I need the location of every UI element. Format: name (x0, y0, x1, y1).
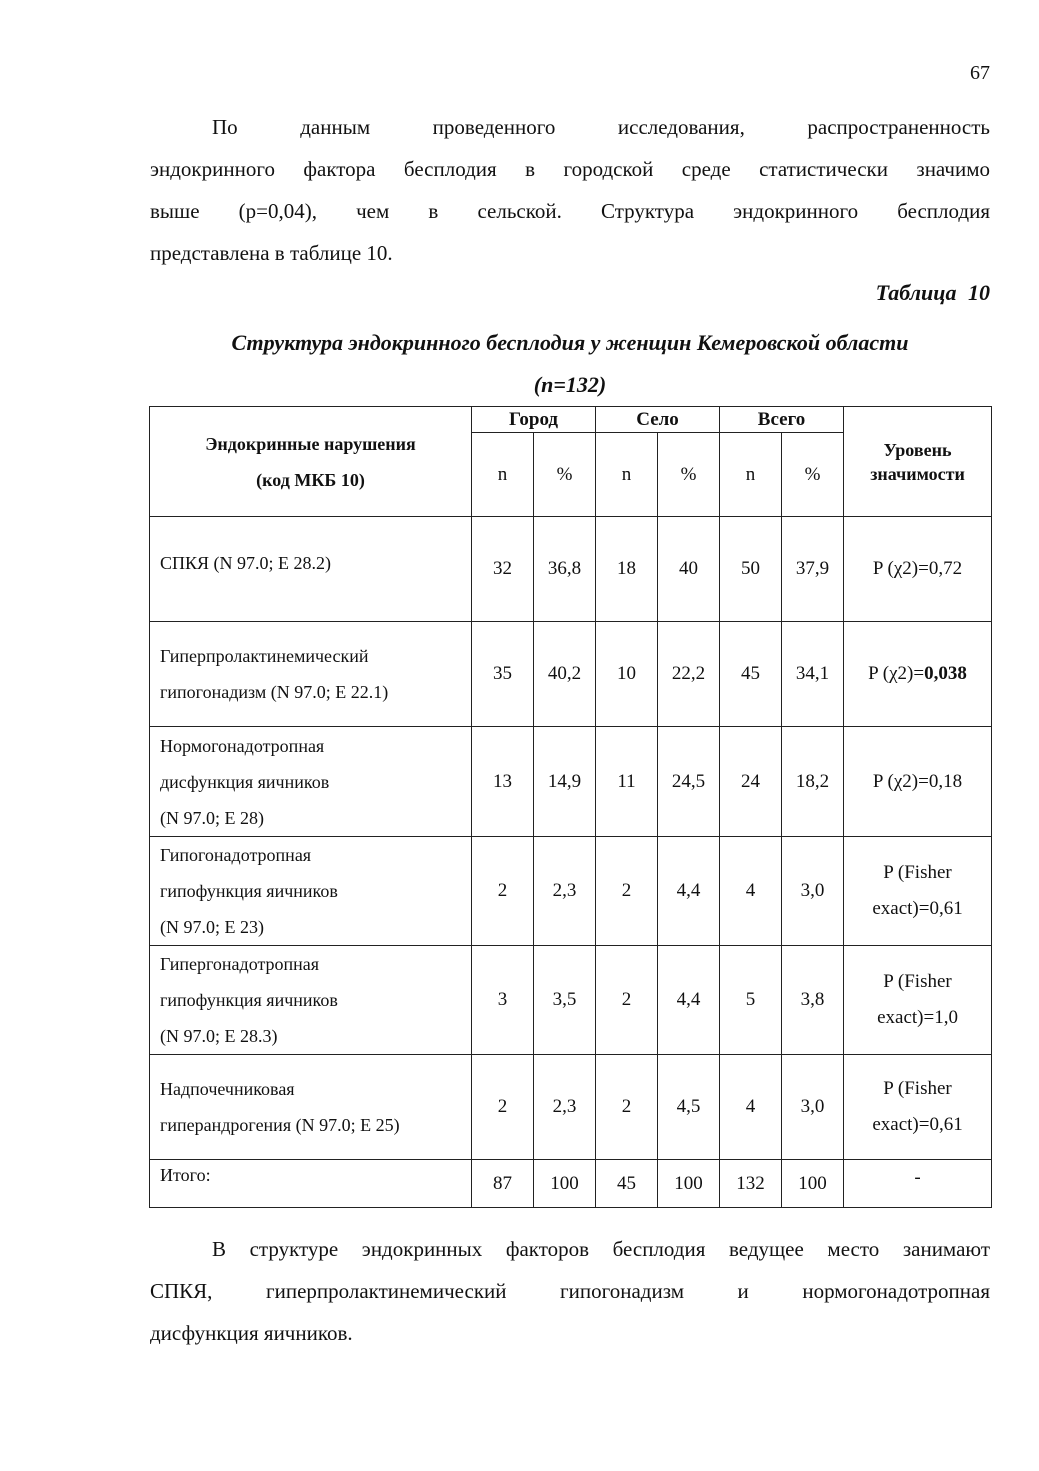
table-row (150, 727, 992, 837)
cell-total-n: 4 (720, 837, 782, 946)
cell-village-pct: 4,4 (658, 837, 720, 946)
header-disorders-line: Эндокринные нарушения (205, 433, 416, 454)
header-n: n (596, 433, 658, 517)
row-label (150, 946, 472, 1055)
row-label-line: гипофункция яичников (160, 881, 338, 901)
row-label-line: дисфункция яичников (160, 771, 330, 792)
header-village: Село (596, 407, 720, 433)
cell-total-pct: 34,1 (782, 622, 844, 727)
cell-significance (844, 622, 992, 727)
row-label (150, 1055, 472, 1160)
row-label (150, 517, 472, 622)
cell-village-n: 10 (596, 622, 658, 727)
cell-total-pct: 3,0 (782, 1055, 844, 1160)
row-label (150, 837, 472, 946)
header-n: n (472, 433, 534, 517)
cell-city-pct: 40,2 (534, 622, 596, 727)
cell-village-pct: 22,2 (658, 622, 720, 727)
intro-paragraph (150, 106, 990, 274)
cell-city-n: 13 (472, 727, 534, 837)
row-label-line: СПКЯ (N 97.0; E 28.2) (160, 553, 331, 573)
header-disorders-line: (код МКБ 10) (256, 469, 365, 490)
row-label-line: Нормогонадотропная (160, 735, 325, 756)
significance-line: P (χ2)=0,72 (872, 558, 963, 579)
significance-line: P (χ2)=0,18 (872, 770, 963, 792)
conclusion-paragraph (150, 1228, 990, 1354)
cell-village-n: 18 (596, 517, 658, 622)
cell-total-pct: 3,0 (782, 837, 844, 946)
page-number: 67 (970, 62, 990, 84)
significance-line: exact)=0,61 (872, 898, 963, 919)
row-label-line: Надпочечниковая (160, 1079, 295, 1099)
cell-village-n: 2 (596, 946, 658, 1055)
cell-village-pct: 40 (658, 517, 720, 622)
cell-city-pct: 2,3 (534, 1055, 596, 1160)
header-pct: % (658, 433, 720, 517)
header-row (150, 407, 992, 433)
significance-line: P (Fisher (883, 1078, 952, 1099)
intro-line: представлена в таблице 10. (150, 241, 393, 265)
cell-village-pct: 4,4 (658, 946, 720, 1055)
row-label-line: Гипергонадотропная (160, 954, 320, 974)
header-total: Всего (720, 407, 844, 433)
row-label (150, 622, 472, 727)
row-label (150, 1160, 472, 1208)
intro-line: выше (p=0,04), чем в сельской. Структура эндокринного бесплодия (150, 199, 990, 223)
cell-city-pct: 14,9 (534, 727, 596, 837)
table-title-line: Структура эндокринного бесплодия у женщин Кемеровской области (231, 330, 909, 355)
cell-total-pct: 100 (782, 1160, 844, 1208)
header-significance (844, 407, 992, 517)
header-pct: % (534, 433, 596, 517)
cell-significance (844, 517, 992, 622)
cell-village-pct: 100 (658, 1160, 720, 1208)
header-pct: % (782, 433, 844, 517)
data-table (149, 406, 992, 1208)
cell-total-pct: 18,2 (782, 727, 844, 837)
row-label-line: (N 97.0; E 23) (160, 917, 264, 937)
header-significance-line: Уровень (883, 439, 952, 460)
table-row (150, 622, 992, 727)
cell-total-n: 50 (720, 517, 782, 622)
header-significance-line: значимости (870, 463, 965, 484)
row-label-line: Гиперпролактинемический (160, 646, 369, 666)
row-label-line: (N 97.0; E 28) (160, 807, 264, 828)
table-row (150, 946, 992, 1055)
header-disorders (150, 407, 472, 517)
cell-city-pct: 36,8 (534, 517, 596, 622)
intro-line: эндокринного фактора бесплодия в городской среде статистически значимо (150, 157, 990, 181)
total-row (150, 1160, 992, 1208)
cell-city-pct: 100 (534, 1160, 596, 1208)
significance-line: - (914, 1167, 921, 1188)
significance-line: P (Fisher (883, 971, 952, 992)
row-label-line: Итого: (160, 1165, 211, 1185)
header-n: n (720, 433, 782, 517)
cell-significance (844, 837, 992, 946)
significance-line: P (Fisher (883, 862, 952, 883)
significance-line: exact)=0,61 (872, 1114, 963, 1135)
row-label-line: гиперандрогения (N 97.0; E 25) (160, 1115, 400, 1135)
cell-city-pct: 3,5 (534, 946, 596, 1055)
cell-village-n: 11 (596, 727, 658, 837)
cell-significance (844, 1160, 992, 1208)
table-title-line: (n=132) (533, 372, 607, 397)
cell-total-n: 24 (720, 727, 782, 837)
table-title (150, 322, 990, 406)
cell-city-n: 2 (472, 1055, 534, 1160)
cell-city-n: 3 (472, 946, 534, 1055)
cell-total-n: 5 (720, 946, 782, 1055)
cell-total-pct: 3,8 (782, 946, 844, 1055)
header-city: Город (472, 407, 596, 433)
cell-significance (844, 1055, 992, 1160)
row-label-line: гипофункция яичников (160, 990, 338, 1010)
row-label (150, 727, 472, 837)
significance-line: exact)=1,0 (877, 1007, 958, 1028)
conclusion-line: дисфункция яичников. (150, 1321, 353, 1345)
table-row (150, 837, 992, 946)
cell-total-n: 132 (720, 1160, 782, 1208)
cell-total-n: 45 (720, 622, 782, 727)
table-row (150, 517, 992, 622)
cell-city-pct: 2,3 (534, 837, 596, 946)
cell-significance (844, 946, 992, 1055)
cell-city-n: 32 (472, 517, 534, 622)
row-label-line: (N 97.0; E 28.3) (160, 1026, 278, 1046)
cell-city-n: 87 (472, 1160, 534, 1208)
cell-village-n: 45 (596, 1160, 658, 1208)
table-label: Таблица 10 (875, 280, 990, 305)
significance-prefix: P (χ2)= (868, 663, 925, 684)
cell-village-pct: 24,5 (658, 727, 720, 837)
cell-village-pct: 4,5 (658, 1055, 720, 1160)
significance-value-bold: 0,038 (924, 663, 967, 684)
cell-significance (844, 727, 992, 837)
table-row (150, 1055, 992, 1160)
conclusion-line: В структуре эндокринных факторов бесплодия ведущее место занимают (212, 1237, 990, 1261)
cell-city-n: 2 (472, 837, 534, 946)
conclusion-line: СПКЯ, гиперпролактинемический гипогонадизм и нормогонадотропная (150, 1279, 990, 1303)
cell-village-n: 2 (596, 837, 658, 946)
cell-city-n: 35 (472, 622, 534, 727)
row-label-line: Гипогонадотропная (160, 845, 312, 865)
cell-total-n: 4 (720, 1055, 782, 1160)
cell-village-n: 2 (596, 1055, 658, 1160)
intro-line: По данным проведенного исследования, распространенность (212, 115, 990, 139)
row-label-line: гипогонадизм (N 97.0; E 22.1) (160, 682, 389, 702)
cell-total-pct: 37,9 (782, 517, 844, 622)
